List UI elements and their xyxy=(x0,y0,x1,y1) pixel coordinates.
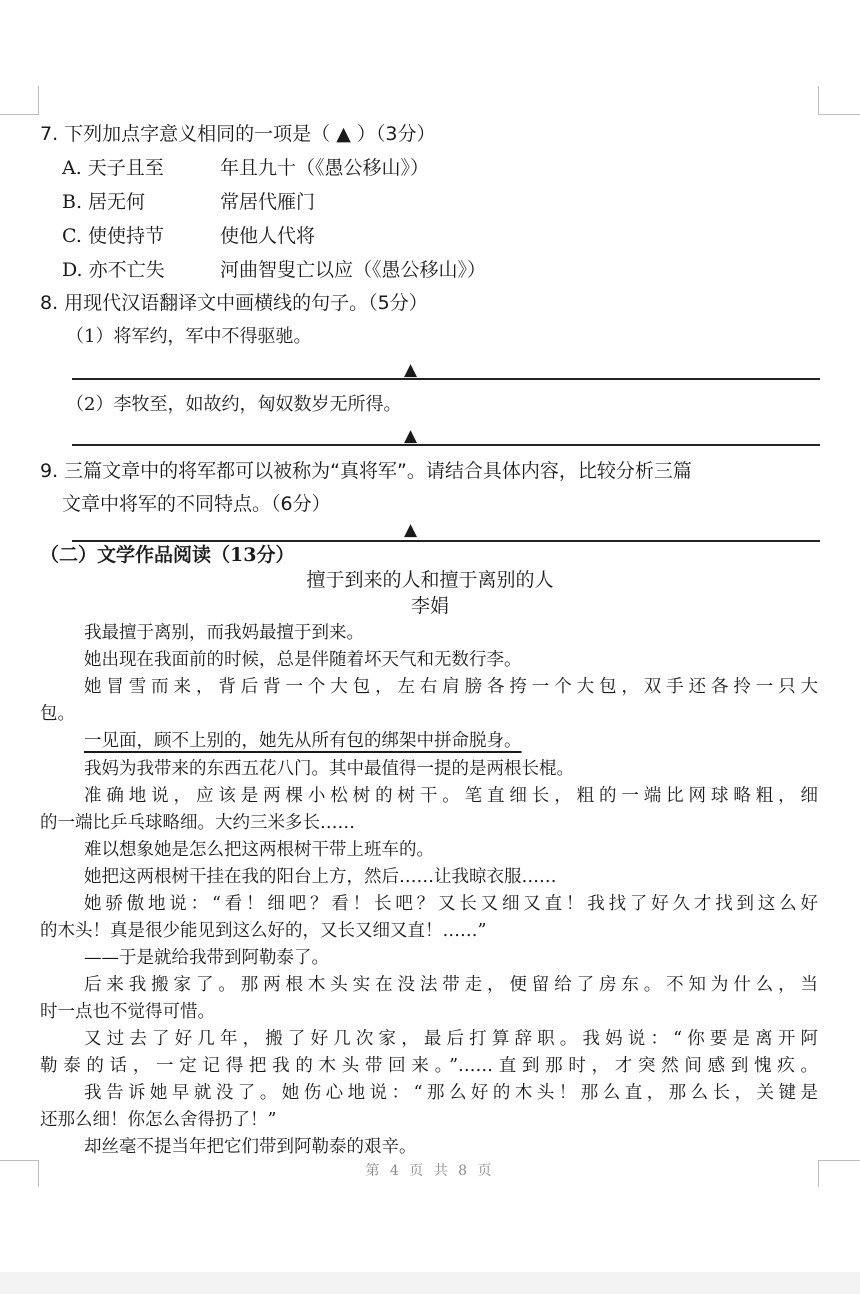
passage-paragraph: 我最擅于离别，而我妈最擅于到来。 xyxy=(84,623,364,643)
passage-paragraph: 却丝毫不提当年把它们带到阿勒泰的艰辛。 xyxy=(84,1137,417,1157)
passage-paragraph: 她出现在我面前的时候，总是伴随着坏天气和无数行李。 xyxy=(84,650,522,670)
passage-paragraph-cont: 的木头！真是很少能见到这么好的，又长又细又直！……” xyxy=(40,921,487,941)
passage-paragraph-cont: 包。 xyxy=(40,704,75,724)
passage-paragraph: 后来我搬家了。那两根木头实在没法带走，便留给了房东。不知为什么，当 xyxy=(84,975,818,995)
passage-paragraph-cont: 勒泰的话，一定记得把我的木头带回来。”……直到那时，才突然间感到愧疚。 xyxy=(40,1056,818,1076)
q7-option-b-compare: 常居代雁门 xyxy=(220,191,316,213)
q8-answer-line-1 xyxy=(72,378,820,380)
passage-paragraph: 难以想象她是怎么把这两根树干带上班车的。 xyxy=(84,840,434,860)
q8-item-2: （2）李牧至，如故约，匈奴数岁无所得。 xyxy=(66,394,402,415)
passage-paragraph-cont: 的一端比乒乓球略细。大约三米多长…… xyxy=(40,813,355,833)
article-title: 擅于到来的人和擅于离别的人 xyxy=(306,569,554,591)
question-8-stem: 8. 用现代汉语翻译文中画横线的句子。（5分） xyxy=(40,292,428,314)
passage-paragraph: 她冒雪而来，背后背一个大包，左右肩膀各挎一个大包，双手还各拎一只大 xyxy=(84,677,818,697)
question-9-stem-line-1: 9. 三篇文章中的将军都可以被称为“真将军”。请结合具体内容，比较分析三篇 xyxy=(40,460,692,482)
q7-option-a-compare: 年且九十（《愚公移山》） xyxy=(220,157,430,179)
passage-paragraph: 她骄傲地说：“看！细吧？看！长吧？又长又细又直！我找了好久才找到这么好 xyxy=(84,894,818,914)
passage-paragraph-cont: 时一点也不觉得可惜。 xyxy=(40,1002,215,1022)
question-9-stem-line-2: 文章中将军的不同特点。（6分） xyxy=(62,493,331,515)
question-7-stem: 7. 下列加点字意义相同的一项是（ ▲ ）（3分） xyxy=(40,123,436,145)
page-number-footer: 第 4 页 共 8 页 xyxy=(365,1163,495,1179)
passage-paragraph: 我妈为我带来的东西五花八门。其中最值得一提的是两根长棍。 xyxy=(84,759,574,779)
q7-option-c-label: C. 使使持节 xyxy=(62,225,164,247)
q8-answer-line-2 xyxy=(72,444,820,446)
section-heading: （二）文学作品阅读（13分） xyxy=(40,544,295,566)
passage-paragraph: 我告诉她早就没了。她伤心地说：“那么好的木头！那么直，那么长，关键是 xyxy=(84,1083,818,1103)
crop-mark-top-right xyxy=(818,86,860,115)
q7-option-c-compare: 使他人代将 xyxy=(220,225,316,247)
q8-item-1: （1）将军约，军中不得驱驰。 xyxy=(66,326,312,347)
passage-paragraph: 她把这两根树干挂在我的阳台上方，然后……让我晾衣服…… xyxy=(84,867,557,887)
passage-underlined-sentence: 一见面，顾不上别的，她先从所有包的绑架中拼命脱身。 xyxy=(84,731,522,751)
q7-option-d-label: D. 亦不亡失 xyxy=(62,259,165,281)
q9-answer-line xyxy=(72,540,820,542)
q7-option-d-compare: 河曲智叟亡以应（《愚公移山》） xyxy=(220,259,487,281)
q7-option-a-label: A. 天子且至 xyxy=(62,157,164,179)
passage-paragraph: 准确地说，应该是两棵小松树的树干。笔直细长，粗的一端比网球略粗，细 xyxy=(84,786,818,806)
article-author: 李娟 xyxy=(410,595,449,617)
q7-option-b-label: B. 居无何 xyxy=(62,191,146,213)
crop-mark-top-left xyxy=(0,86,39,115)
q8-answer-mark-2: ▲ xyxy=(404,426,418,446)
q9-answer-mark: ▲ xyxy=(404,520,418,540)
q8-answer-mark-1: ▲ xyxy=(404,360,418,380)
viewer-bottom-band xyxy=(0,1272,860,1294)
passage-paragraph-cont: 还那么细！你怎么舍得扔了！” xyxy=(40,1110,277,1130)
passage-paragraph: 又过去了好几年，搬了好几次家，最后打算辞职。我妈说：“你要是离开阿 xyxy=(84,1029,818,1049)
passage-paragraph: ——于是就给我带到阿勒泰了。 xyxy=(84,948,329,968)
